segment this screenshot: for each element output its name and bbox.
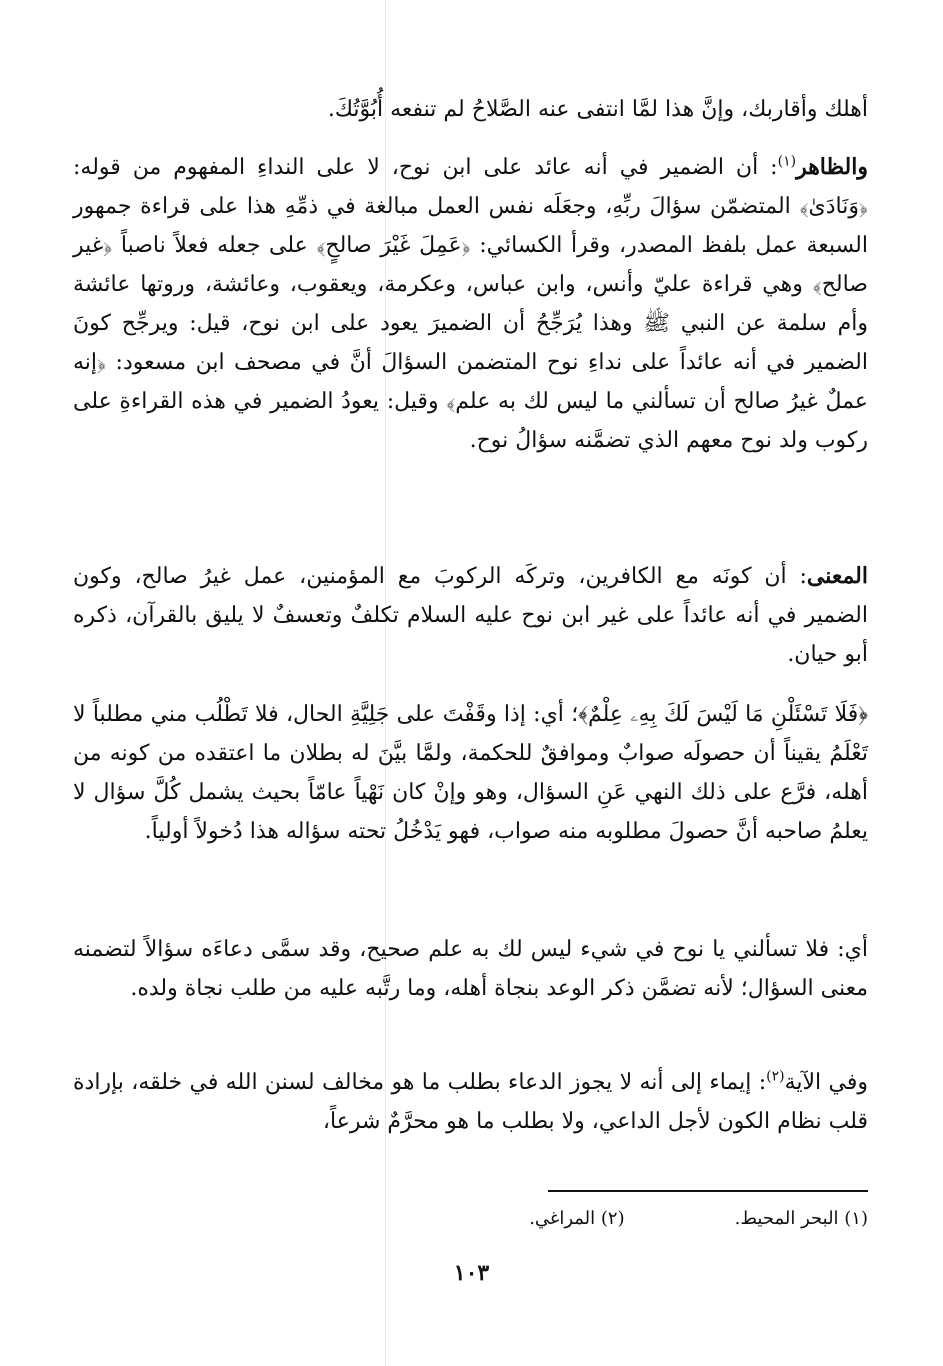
paragraph-1-text: أهلك وأقاربك، وإنَّ هذا لمَّا انتفى عنه الصَّلاحُ لم تنفعه أُبُوَّتُكَ. [327,97,868,122]
footnote-2: (٢) المراغي. [529,1208,625,1229]
paragraph-5 [73,930,868,1008]
paragraph-6-text: : إيماء إلى أنه لا يجوز الدعاء بطلب ما هو مخالف لسنن الله في خلقه، بإرادة قلب نظام الكون لأجل الداعي، ولا بطلب ما هو محرَّمٌ شرعاً، [73,1070,868,1134]
paragraph-3-lead-word: المعنى [806,563,868,589]
paragraph-2-lead-word: والظاهر [796,154,868,180]
footnote-ref-2[interactable]: (٢) [766,1068,785,1085]
paragraph-2 [73,148,868,460]
paragraph-3 [73,557,868,674]
paragraph-1 [73,90,868,129]
paragraph-4 [73,695,868,851]
paragraph-4-text: ﴿فَلَا تَسْئَلْنِ مَا لَيْسَ لَكَ بِهِۦ عِلْمٌ﴾؛ أي: إذا وقَفْتَ على جَلِيَّةِ الحال، فلا تَطْلُب مني مطلباً لا تَعْلَمُ يقيناً أن حصولَه صوابٌ وموافقٌ للحكمة، ولمَّا بيَّنَ له بطلان ما اعتقده من كونه من أهله، فرَّع على ذلك النهي عَنِ السؤال، وهو وإنْ كان نَهْياً عامّاً بحيث يشمل كُلَّ سؤال لا يعلمُ صاحبه أنَّ حصولَ مطلوبه منه صواب، فهو يَدْخُلُ تحته سؤاله هذا دُخولاً أولياً. [73,702,868,844]
paragraph-5-text: أي: فلا تسألني يا نوح في شيء ليس لك به علم صحيح، وقد سمَّى دعاءَه سؤالاً لتضمنه معنى السؤال؛ لأنه تضمَّن ذكر الوعد بنجاة أهله، وما رتَّبه عليه من طلب نجاة ولده. [73,937,868,1001]
footnote-1: (١) البحر المحيط. [734,1208,868,1229]
paragraph-6-lead: وفي الآية [784,1070,868,1095]
page-number: ١٠٣ [453,1260,490,1286]
footnotes [73,1204,868,1234]
footnote-separator [548,1190,868,1192]
paragraph-6 [73,1063,868,1141]
paragraph-2-text: : أن الضمير في أنه عائد على ابن نوح، لا على النداءِ المفهوم من قوله: ﴿وَنَادَىٰ﴾ المتضمّن سؤالَ ربِّهِ، وجعَلَه نفس العمل مبالغة في ذمِّهِ هذا على قراءة جمهور السبعة عمل بلفظ المصدر، وقرأ الكسائي: ﴿عَمِلَ غَيْرَ صالحٍ﴾ على جعله فعلاً ناصباً ﴿غير صالح﴾ وهي قراءة عليّ وأنس، وابن عباس، وعكرمة، ويعقوب، وعائشة، وروتها عائشة وأم سلمة عن النبي ﷺ وهذا يُرَجِّحُ أن الضميرَ يعود على ابن نوح، قيل: ويرجِّح كونَ الضمير في أنه عائداً على نداءِ نوح المتضمن السؤالَ أنَّ في مصحف ابن مسعود: ﴿إنه عملٌ غيرُ صالح أن تسألني ما ليس لك به علم﴾ وقيل: يعودُ الضمير في هذه القراءةِ على ركوب ولد نوح معهم الذي تضمَّنه سؤالُ نوح. [73,155,868,453]
paragraph-3-text: : أن كونَه مع الكافرين، وتركَه الركوبَ مع المؤمنين، عمل غيرُ صالح، وكون الضمير في أنه عائداً على غير ابن نوح عليه السلام تكلفٌ وتعسفٌ لا يليق بالقرآن، ذكره أبو حيان. [73,564,868,667]
footnote-ref-1[interactable]: (١) [777,153,797,170]
